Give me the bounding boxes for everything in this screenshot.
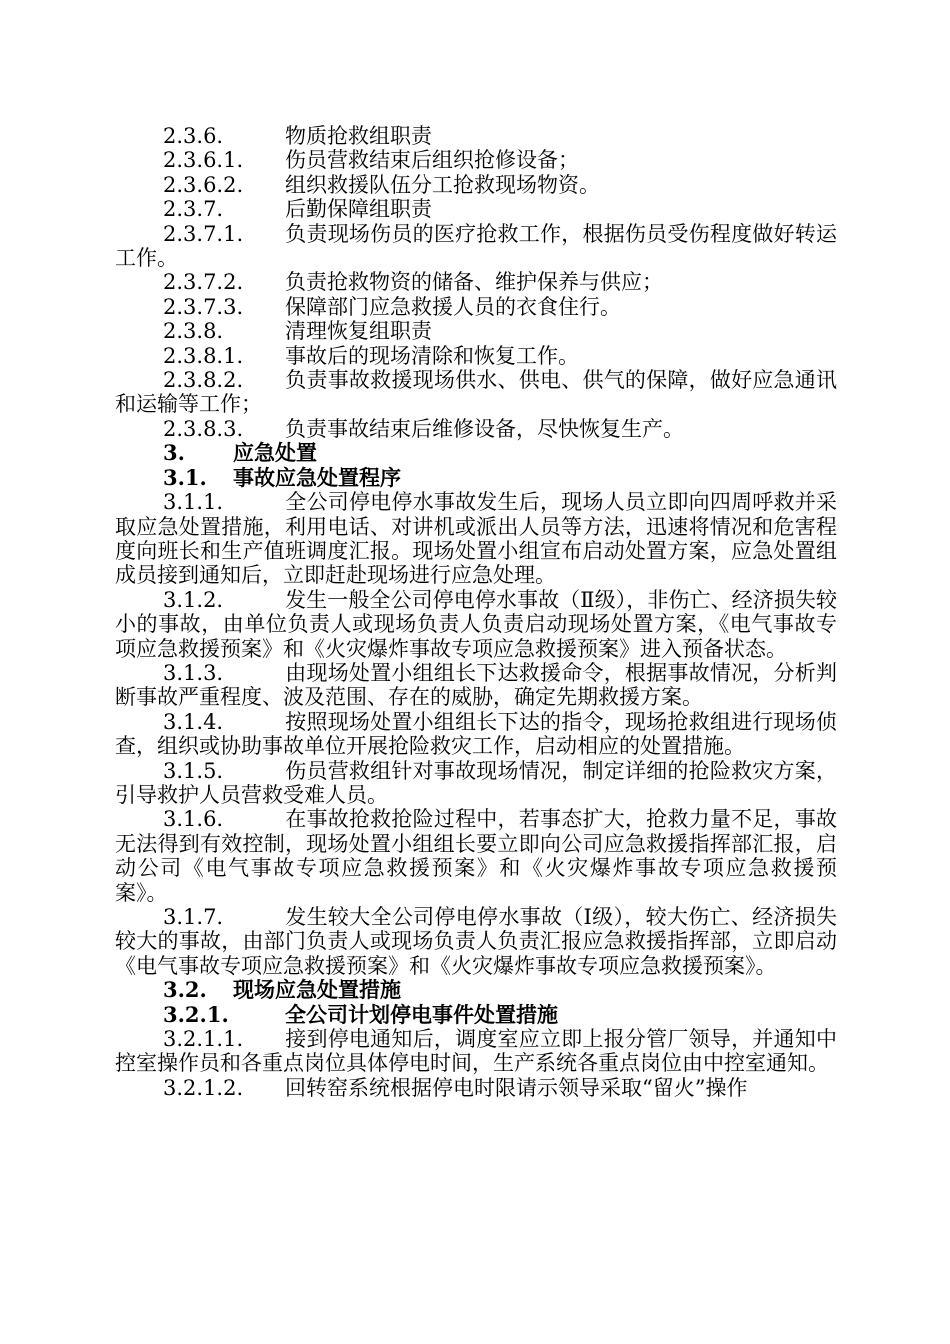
clause-text: 发生较大全公司停电停水事故（Ⅰ级），较大伤亡、经济损失较大的事故，由部门负责人或现场负责人负责汇报应急救援指挥部，立即启动《电气事故专项应急救援预案》和《火灾爆炸事故专项应急救援预案》。 [115, 905, 837, 978]
paragraph-3-1-1 [115, 490, 837, 588]
clause-number: 2.3.8.1. [163, 343, 244, 368]
heading-number: 3.2. [163, 977, 207, 1003]
heading-3-2-1 [115, 1003, 837, 1027]
clause-text: 在事故抢救抢险过程中，若事态扩大，抢救力量不足，事故无法得到有效控制，现场处置小组组长要立即向公司应急救援指挥部汇报，启动公司《电气事故专项应急救援预案》和《火灾爆炸事故专项应急救援预案》。 [115, 807, 837, 905]
paragraph-3-1-2 [115, 588, 837, 661]
clause-number: 3.1.3. [163, 660, 224, 685]
clause-text: 负责现场伤员的医疗抢救工作，根据伤员受伤程度做好转运工作。 [115, 221, 837, 271]
paragraph-2-3-6 [115, 124, 837, 148]
clause-text: 清理恢复组职责 [285, 319, 432, 344]
clause-text: 事故后的现场清除和恢复工作。 [285, 343, 579, 368]
clause-text: 伤员营救组针对事故现场情况，制定详细的抢险救灾方案，引导救护人员营救受难人员。 [115, 758, 837, 807]
heading-number: 3.2.1. [163, 1001, 229, 1027]
heading-number: 3. [163, 440, 185, 466]
paragraph-2-3-7-3 [115, 295, 837, 319]
clause-number: 2.3.7.2. [163, 270, 244, 295]
paragraph-3-1-4 [115, 710, 837, 759]
paragraph-2-3-7-1 [115, 222, 837, 271]
clause-number: 2.3.7. [163, 197, 224, 222]
clause-text: 组织救援队伍分工抢救现场物资。 [285, 172, 600, 197]
paragraph-3-1-5 [115, 759, 837, 808]
paragraph-2-3-8-1 [115, 344, 837, 368]
clause-text: 回转窑系统根据停电时限请示领导采取“留火”操作 [285, 1075, 748, 1100]
paragraph-3-1-7 [115, 905, 837, 978]
clause-number: 3.2.1.2. [163, 1075, 244, 1100]
paragraph-2-3-8 [115, 319, 837, 343]
clause-text: 后勤保障组职责 [285, 197, 432, 222]
clause-text: 发生一般全公司停电停水事故（Ⅱ级），非伤亡、经济损失较小的事故，由单位负责人或现场负责人负责启动现场处置方案，《电气事故专项应急救援预案》和《火灾爆炸事故专项应急救援预案》进入预备状态。 [115, 587, 837, 661]
clause-text: 伤员营救结束后组织抢修设备； [285, 148, 579, 173]
paragraph-2-3-7 [115, 197, 837, 221]
clause-number: 2.3.7.1. [163, 221, 244, 246]
paragraph-3-1-6 [115, 807, 837, 905]
paragraph-2-3-6-1 [115, 148, 837, 172]
clause-number: 2.3.8.3. [163, 416, 244, 441]
heading-3-1 [115, 466, 837, 490]
clause-text: 负责抢救物资的储备、维护保养与供应； [285, 270, 663, 295]
paragraph-2-3-8-2 [115, 368, 837, 417]
heading-3-2 [115, 978, 837, 1002]
clause-number: 3.1.6. [163, 807, 224, 832]
heading-3 [115, 441, 837, 465]
paragraph-3-1-3 [115, 661, 837, 710]
clause-number: 3.1.7. [163, 905, 224, 929]
paragraph-3-2-1-1 [115, 1027, 837, 1076]
clause-text: 由现场处置小组组长下达救援命令，根据事故情况，分析判断事故严重程度、波及范围、存在的威胁，确定先期救援方案。 [115, 660, 837, 710]
document-body [115, 124, 837, 1100]
clause-number: 2.3.6.2. [163, 172, 244, 197]
clause-text: 物质抢救组职责 [285, 124, 432, 148]
clause-number: 3.1.1. [163, 490, 224, 515]
clause-number: 3.1.5. [163, 758, 224, 783]
heading-text: 事故应急处置程序 [233, 464, 401, 490]
clause-text: 全公司停电停水事故发生后，现场人员立即向四周呼救并采取应急处置措施，利用电话、对讲机或派出人员等方法，迅速将情况和危害程度向班长和生产值班调度汇报。现场处置小组宣布启动处置方案，应急处置组成员接到通知后，立即赶赴现场进行应急处理。 [115, 490, 837, 588]
heading-text: 全公司计划停电事件处置措施 [285, 1001, 558, 1027]
clause-number: 2.3.8.2. [163, 368, 244, 393]
clause-text: 接到停电通知后，调度室应立即上报分管厂领导，并通知中控室操作员和各重点岗位具体停电时间，生产系统各重点岗位由中控室通知。 [115, 1027, 837, 1076]
clause-number: 2.3.8. [163, 319, 224, 344]
clause-text: 负责事故结束后维修设备，尽快恢复生产。 [285, 416, 684, 441]
clause-text: 保障部门应急救援人员的衣食住行。 [285, 294, 621, 319]
heading-number: 3.1. [163, 464, 207, 490]
paragraph-2-3-6-2 [115, 173, 837, 197]
paragraph-2-3-7-2 [115, 270, 837, 294]
clause-number: 2.3.6.1. [163, 148, 244, 173]
heading-text: 应急处置 [233, 440, 317, 466]
clause-number: 3.1.4. [163, 709, 224, 734]
heading-text: 现场应急处置措施 [233, 977, 401, 1003]
clause-text: 负责事故救援现场供水、供电、供气的保障，做好应急通讯和运输等工作； [115, 368, 837, 417]
paragraph-2-3-8-3 [115, 417, 837, 441]
clause-number: 2.3.7.3. [163, 294, 244, 319]
clause-number: 3.1.2. [163, 587, 224, 612]
paragraph-3-2-1-2 [115, 1076, 837, 1100]
clause-number: 2.3.6. [163, 124, 224, 148]
clause-text: 按照现场处置小组组长下达的指令，现场抢救组进行现场侦查，组织或协助事故单位开展抢险救灾工作，启动相应的处置措施。 [115, 709, 837, 759]
clause-number: 3.2.1.1. [163, 1027, 244, 1052]
